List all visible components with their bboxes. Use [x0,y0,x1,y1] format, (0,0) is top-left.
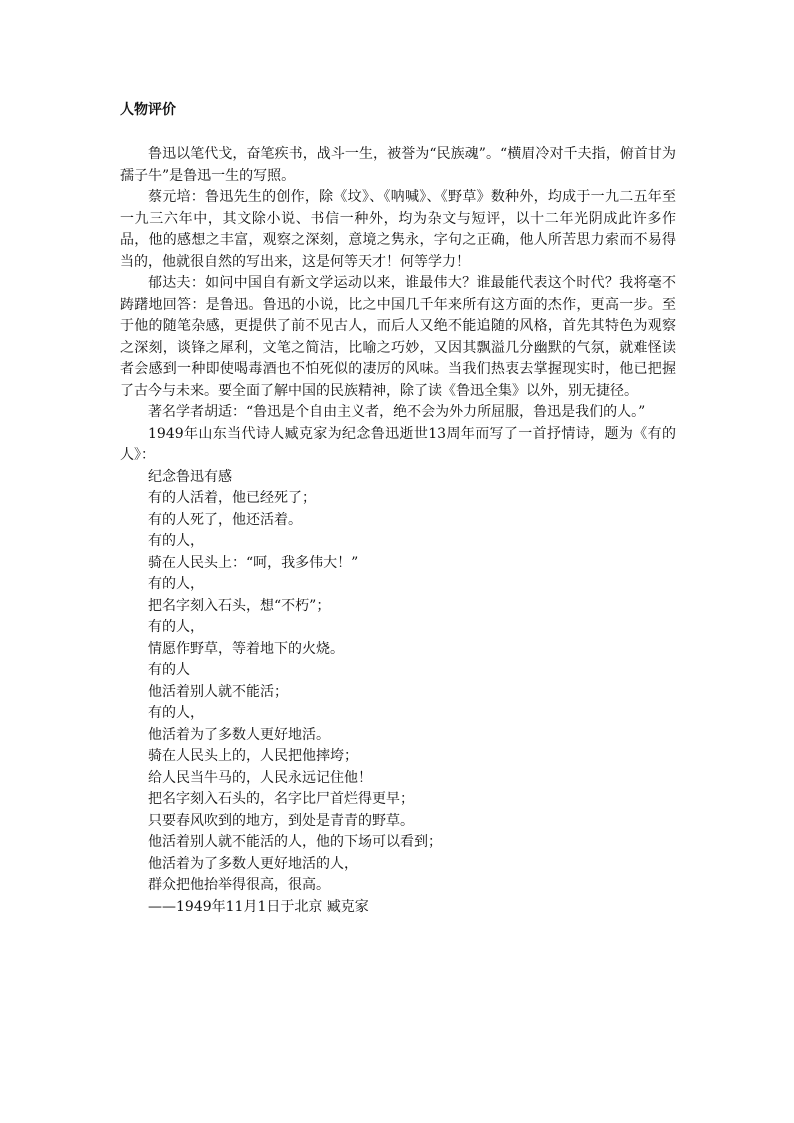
poem-title: 纪念鲁迅有感 [148,468,232,485]
poem-line: 他活着别人就不能活的人，他的下场可以看到； [148,834,442,850]
poem-line: 骑在人民头上的，人民把他摔垮； [148,748,358,764]
poem-line: 有的人， [148,705,204,721]
poem-line: 骑在人民头上：“呵，我多伟大！” [148,554,359,571]
poem-line: 把名字刻入石头，想“不朽”； [148,597,331,614]
paragraph-hu-shi: 著名学者胡适：“鲁迅是个自由主义者，绝不会为外力所屈服，鲁迅是我们的人。” [148,404,646,420]
poem-line: 群众把他抬举得很高，很高。 [148,877,330,893]
poem-line: 有的人 [148,662,190,678]
poem-line: 有的人， [148,576,204,592]
paragraph-yu-dafu: 郁达夫：如问中国自有新文学运动以来，谁最伟大？谁最能代表这个时代？我将毫不踌躇地回答：是鲁迅。鲁迅的小说，比之中国几千年来所有这方面的杰作，更高一步。至于他的随笔杂感，更提供了前不见古人，而后人又绝不能追随的风格，首先其特色为观察之深刻，谈锋之犀利，文笔之简洁，比喻之巧妙，又因其飘溢几分幽默的气氛，就难怪读者会感到一种即使喝毒酒也不怕死似的凄厉的风味。当我们热衷去掌握现实时，他已把握了古今与未来。要全面了解中国的民族精神，除了读《鲁迅全集》以外，别无捷径。 [120,275,676,399]
poem-line: 有的人， [148,619,204,635]
document-page [120,100,676,918]
poem-line: 把名字刻入石头的，名字比尸首烂得更早； [148,791,414,807]
poem-line: 有的人活着，他已经死了； [148,490,316,506]
poem-line: 情愿作野草，等着地下的火烧。 [148,640,344,657]
paragraph-poem-intro: 1949年山东当代诗人臧克家为纪念鲁迅逝世13周年而写了一首抒情诗，题为《有的人》： [120,425,676,463]
poem-line: 只要春风吹到的地方，到处是青青的野草。 [148,812,414,829]
poem-line: 他活着为了多数人更好地活。 [148,726,330,743]
paragraph-intro: 鲁迅以笔代戈，奋笔疾书，战斗一生，被誉为“民族魂”。“横眉冷对千夫指，俯首甘为孺子牛”是鲁迅一生的写照。 [120,146,676,184]
poem-line: 给人民当牛马的，人民永远记住他！ [148,769,372,786]
poem-line: 有的人， [148,533,204,549]
poem-line: 他活着别人就不能活； [148,683,288,700]
poem-line: 有的人死了，他还活着。 [148,511,302,528]
poem [120,467,676,919]
poem-line: 他活着为了多数人更好地活的人， [148,855,358,872]
paragraph-cai-yuanpei: 蔡元培：鲁迅先生的创作，除《坟》、《呐喊》、《野草》数种外，均成于一九二五年至一九三六年中，其文除小说、书信一种外，均为杂文与短评，以十二年光阴成此许多作品，他的感想之丰富，观察之深刻，意境之隽永，字句之正确，他人所苦思力索而不易得当的，他就很自然的写出来，这是何等天才！何等学力！ [120,189,676,270]
poem-signature: ——1949年11月1日于北京 臧克家 [148,898,369,915]
section-heading: 人物评价 [120,102,176,118]
